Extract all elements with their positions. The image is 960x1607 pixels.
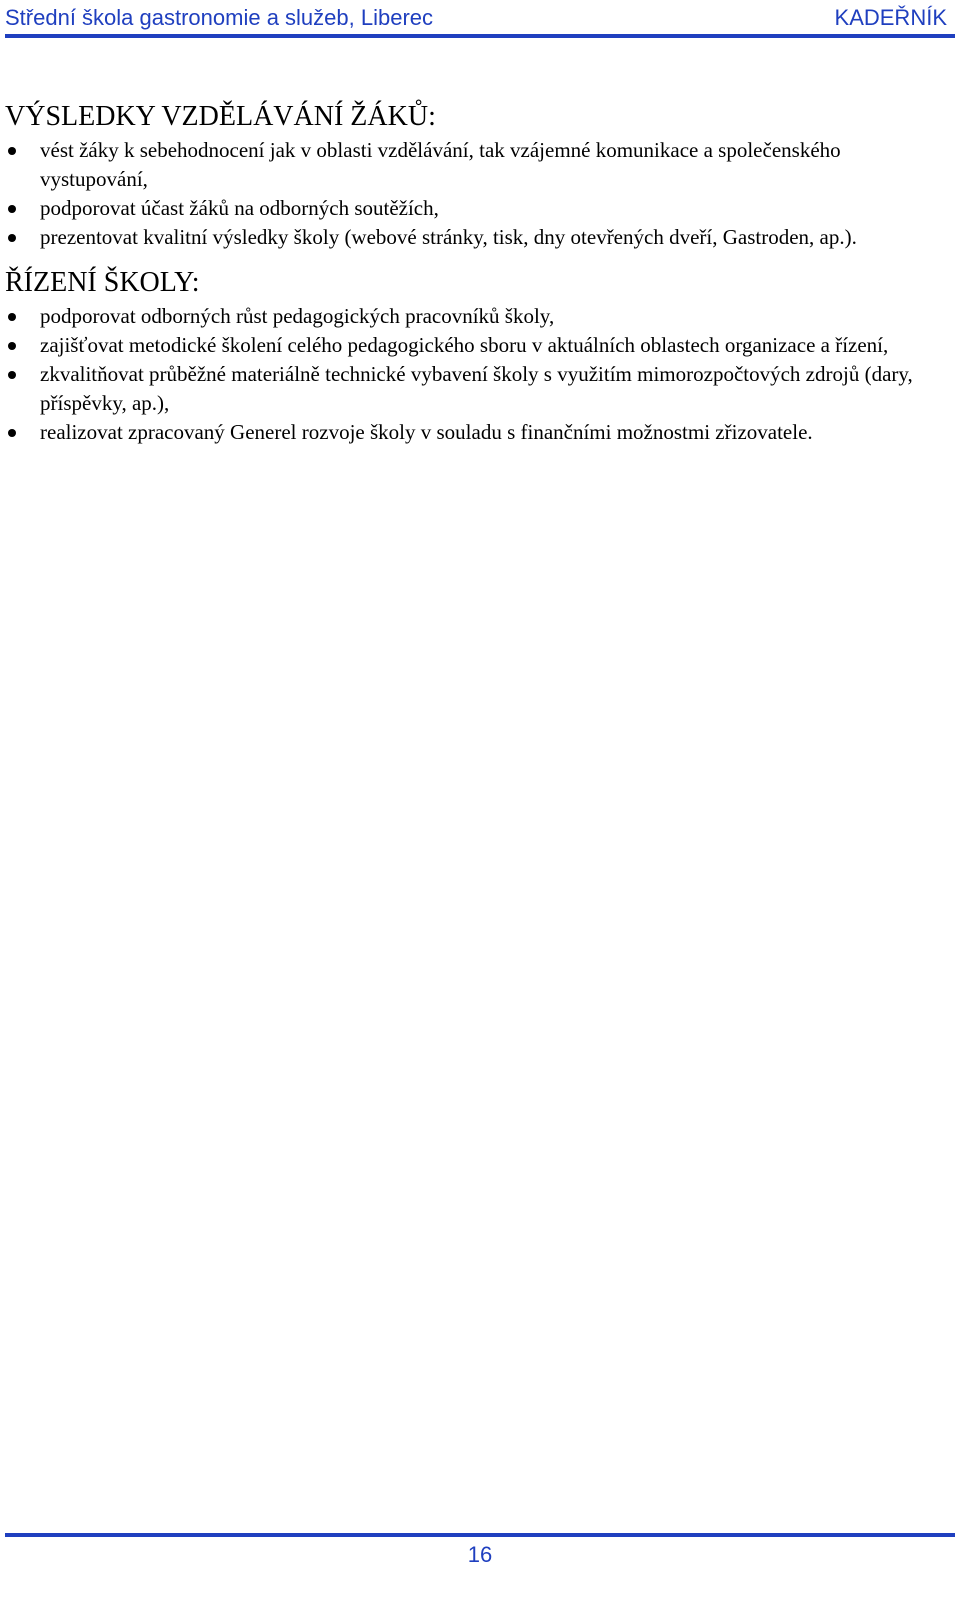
- bullet-list: [5, 136, 940, 252]
- list-item: [5, 302, 940, 331]
- header-divider: [5, 34, 955, 38]
- section-school-management: [5, 266, 940, 447]
- list-item-text: podporovat účast žáků na odborných soutěžích,: [40, 196, 439, 220]
- list-item: [5, 360, 940, 418]
- bullet-icon: [8, 342, 16, 350]
- list-item: [5, 136, 940, 194]
- section-heading: ŘÍZENÍ ŠKOLY:: [5, 267, 200, 298]
- list-item: [5, 418, 940, 447]
- page-header: [5, 0, 955, 40]
- footer-divider: [5, 1533, 955, 1537]
- bullet-list: [5, 302, 940, 447]
- bullet-icon: [8, 205, 16, 213]
- list-item-text: zajišťovat metodické školení celého pedagogického sboru v aktuálních oblastech organizace a řízení,: [40, 333, 889, 357]
- school-name: Střední škola gastronomie a služeb, Liberec: [5, 5, 434, 30]
- list-item-text: prezentovat kvalitní výsledky školy (webové stránky, tisk, dny otevřených dveří, Gastroden, ap.).: [40, 225, 857, 249]
- list-item-text: podporovat odborných růst pedagogických pracovníků školy,: [40, 304, 555, 328]
- section-learning-outcomes: [5, 100, 940, 252]
- section-heading: VÝSLEDKY VZDĚLÁVÁNÍ ŽÁKŮ:: [5, 101, 436, 132]
- list-item-text: realizovat zpracovaný Generel rozvoje školy v souladu s finančními možnostmi zřizovatele.: [40, 420, 813, 444]
- document-body: [5, 100, 940, 447]
- bullet-icon: [8, 234, 16, 242]
- list-item: [5, 331, 940, 360]
- list-item-text: zkvalitňovat průběžné materiálně technické vybavení školy s využitím mimorozpočtových zdrojů (dary, příspěvky, ap.),: [40, 362, 913, 415]
- bullet-icon: [8, 429, 16, 437]
- bullet-icon: [8, 313, 16, 321]
- bullet-icon: [8, 147, 16, 155]
- bullet-icon: [8, 371, 16, 379]
- program-name: KADEŘNÍK: [834, 5, 947, 30]
- list-item: [5, 223, 940, 252]
- page-number: 16: [467, 1542, 493, 1567]
- list-item: [5, 194, 940, 223]
- list-item-text: vést žáky k sebehodnocení jak v oblasti vzdělávání, tak vzájemné komunikace a společenského vystupování,: [40, 138, 841, 191]
